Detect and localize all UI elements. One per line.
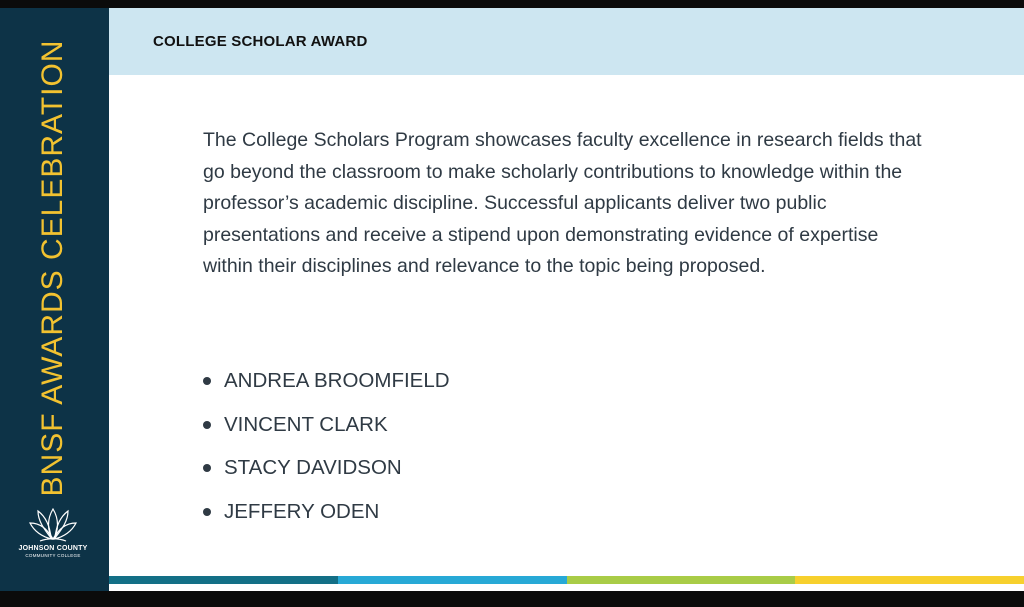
stripe-yellow [795,576,1024,584]
list-item [203,496,450,540]
bullet-icon [203,421,211,429]
logo-subtitle: COMMUNITY COLLEGE [25,553,81,558]
list-item [203,452,450,496]
slide [0,8,1024,591]
bullet-icon [203,464,211,472]
accent-stripe [109,576,1024,584]
bullet-icon [203,508,211,516]
header-band [109,8,1024,75]
stripe-blue [338,576,567,584]
sidebar-title: BNSF AWARDS CELEBRATION [36,39,69,497]
recipient-name: VINCENT CLARK [224,412,388,436]
list-item [203,409,450,453]
recipient-list [203,365,450,539]
bullet-icon [203,377,211,385]
leaf-logo-icon [26,503,80,543]
page-title: COLLEGE SCHOLAR AWARD [153,33,368,50]
logo-name: JOHNSON COUNTY [18,545,88,552]
stripe-green [567,576,796,584]
college-logo [8,503,98,561]
stripe-teal [109,576,338,584]
program-description: The College Scholars Program showcases faculty excellence in research fields that go beyond the classroom to make scholarly contributions to knowledge within the professor’s academic discipline. Successful applicants deliver two public presentations and receive a stipend upon demonstrating evidence of expertise within their disciplines and relevance to the topic being proposed. [203,129,922,277]
list-item [203,365,450,409]
sidebar [0,8,109,591]
recipient-name: ANDREA BROOMFIELD [224,369,450,392]
recipient-name: JEFFERY ODEN [224,499,380,523]
recipient-name: STACY DAVIDSON [224,456,402,479]
